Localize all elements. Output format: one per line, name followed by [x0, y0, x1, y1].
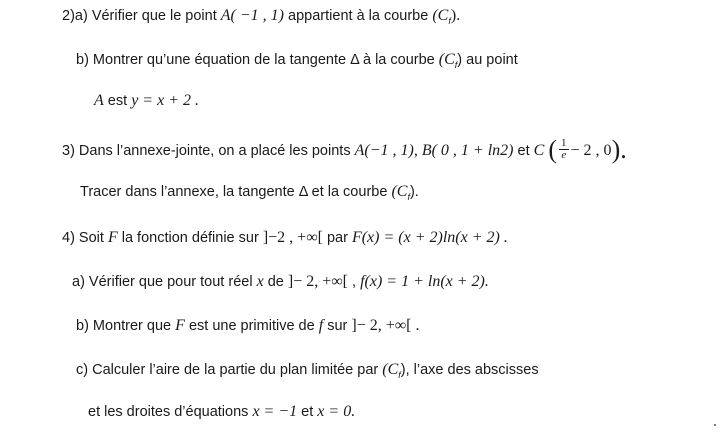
q4b-text: b) Montrer que [76, 318, 176, 334]
F-definition: F(x) = (x + 2)ln(x + 2) . [351, 229, 508, 246]
q4-par: par [322, 230, 352, 246]
q4c-rest: ), l’axe des abscisses [400, 362, 539, 378]
est-text: est [103, 93, 132, 109]
q4-intro-b: la fonction définie sur [117, 230, 263, 246]
question-3 [62, 137, 627, 163]
q4a-de: de [263, 274, 288, 290]
curve-cf: (C [382, 361, 399, 378]
domain-interval: ]−2 , +∞[ [262, 229, 323, 246]
point-a-label: A [94, 92, 104, 109]
q4b-sur: sur [323, 318, 352, 334]
q3-et: et [513, 143, 534, 159]
question-2b-line2 [94, 91, 199, 111]
fraction-1-over-e [559, 138, 569, 161]
scan-dot [714, 424, 716, 426]
tangent-equation: y = x + 2 . [131, 92, 199, 109]
point-a: A( −1 , 1) [220, 7, 285, 24]
point-c: C [533, 142, 545, 159]
question-4b [76, 316, 419, 336]
question-4a [72, 272, 489, 292]
point-c-rest: − 2 , 0 [570, 142, 612, 159]
q4c2-et: et [297, 404, 318, 420]
question-4 [62, 228, 508, 248]
q4-intro: 4) Soit [62, 230, 108, 246]
question-2a [62, 6, 460, 27]
curve-cf: (C [438, 51, 455, 68]
q3-line2-text: Tracer dans l’annexe, la tangente Δ et la courbe [80, 184, 392, 200]
curve-cf: (C [432, 7, 449, 24]
q4a-interval: ]− 2, +∞[ [287, 273, 348, 290]
curve-sub: f [448, 16, 451, 26]
question-2b [76, 50, 518, 71]
q4b-mid: est une primitive de [184, 318, 319, 334]
q2a-text: 2)a) Vérifier que le point [62, 8, 221, 24]
paren-close: ). [611, 135, 627, 164]
curve-close: ). [450, 7, 461, 24]
q2b-end-text: ) au point [457, 52, 518, 68]
q3-text: 3) Dans l’annexe-jointe, on a placé les points [62, 143, 355, 159]
question-4c-line2 [88, 402, 355, 422]
function-f: f [318, 317, 324, 334]
line-x-minus1: x = −1 [252, 403, 298, 420]
line-x-0: x = 0. [317, 403, 356, 420]
curve-sub: f [407, 192, 410, 202]
q4b-interval: ]− 2, +∞[ . [351, 317, 420, 334]
paren-open: ( [548, 135, 558, 164]
function-F: F [107, 229, 118, 246]
q4a-text: a) Vérifier que pour tout réel [72, 274, 257, 290]
q4a-comma: , [347, 274, 361, 290]
frac-numerator: 1 [561, 136, 567, 149]
q3-line2-close: ). [409, 184, 419, 200]
points-ab: A(−1 , 1), B( 0 , 1 + ln2) [354, 142, 514, 159]
curve-sub: f [398, 370, 401, 380]
q4c-text: c) Calculer l’aire de la partie du plan limitée par [76, 362, 383, 378]
curve-sub: f [454, 60, 458, 70]
function-F: F [175, 317, 185, 334]
curve-cf: (C [391, 183, 408, 200]
derivative-equation: f(x) = 1 + ln(x + 2). [360, 273, 489, 290]
variable-x: x [256, 273, 264, 290]
question-3-line2 [80, 182, 419, 203]
q4c2-text: et les droites d’équations [88, 404, 253, 420]
q2b-text: b) Montrer qu’une équation de la tangente Δ à la courbe [76, 52, 439, 68]
q2a-mid-text: appartient à la courbe [284, 8, 433, 24]
question-4c [76, 360, 539, 381]
frac-denominator: e [561, 148, 567, 161]
